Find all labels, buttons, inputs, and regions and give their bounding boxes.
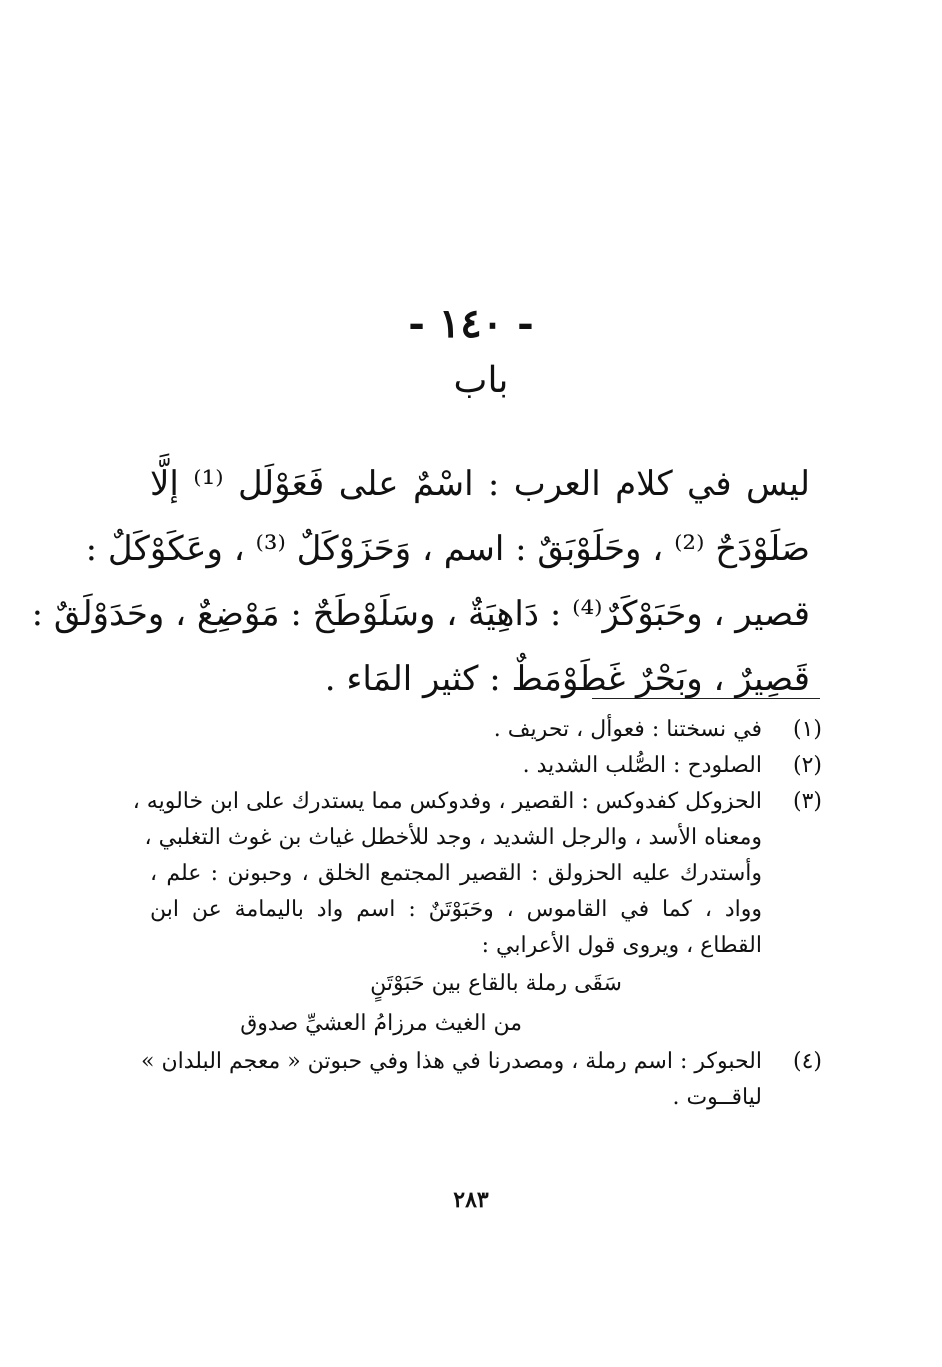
footnote-number: (١): [792, 717, 822, 742]
footnote-number: (٤): [792, 1049, 822, 1074]
main-text-line: قَصِيرٌ ، وبَحْرٌ غَطَوْمَطٌ : كثير المَاء .: [324, 659, 810, 699]
footnote-text-line: الصلودح : الصُّلب الشديد .: [522, 753, 762, 778]
footnote-1: [150, 712, 822, 748]
footnote-text-line: الحبوكر : اسم رملة ، ومصدرنا في هذا وفي حبوتن « معجم البلدان »: [141, 1049, 762, 1074]
footnote-number: (٢): [792, 753, 822, 778]
chapter-number: - ١٤٠ -: [408, 300, 534, 347]
chapter-title: باب: [453, 360, 509, 401]
footnote-text-line: ومعناه الأسد ، والرجل الشديد ، وجد للأخطل غياث بن غوث التغلبي ،: [144, 825, 762, 850]
page-number: ٢٨٣: [453, 1187, 489, 1213]
footnote-text-line: لياقــوت .: [672, 1085, 762, 1110]
verse-line: سَقَى رملة بالقاع بين حَبَوْتَنٍ: [370, 971, 622, 996]
main-text-line: ليس في كلام العرب : اسْمٌ على فَعَوْلَل ⁽¹⁾ إلَّا: [150, 464, 810, 504]
footnote-text-line: في نسختنا : فعوأل ، تحريف .: [493, 717, 762, 742]
footnote-4: [141, 1044, 822, 1116]
footnote-3: [132, 784, 822, 1044]
footnote-number: (٣): [792, 789, 822, 814]
main-text-line: قصير ، وحَبَوْكَرٌ⁽⁴⁾ : دَاهِيَةٌ ، وسَلَوْطَحٌ : مَوْضِعٌ ، وحَدَوْلَقٌ :: [31, 594, 810, 634]
footnote-text-line: الحزوكل كفدوكس : القصير ، وفدوكس مما يستدرك على ابن خالويه ،: [132, 789, 762, 814]
main-paragraph: [31, 452, 810, 712]
footnote-2: [150, 748, 822, 784]
main-text-line: صَلَوْدَحٌ ⁽²⁾ ، وحَلَوْبَقٌ : اسم ، وَحَزَوْكَلٌ ⁽³⁾ ، وعَكَوْكَلٌ :: [85, 529, 810, 569]
footnote-text-line: وواد ، كما في القاموس ، وحَبَوْتَنٌ : اسم واد باليمامة عن ابن: [150, 897, 762, 922]
footnotes-section: [132, 712, 822, 1116]
footnote-text-line: وأستدرك عليه الحزولق : القصير المجتمع الخلق ، وحبونن : علم ،: [150, 861, 762, 886]
footnote-text-line: القطاع ، ويروى قول الأعرابي :: [481, 933, 762, 958]
verse-line: من الغيث مرزامُ العشيِّ صدوق: [240, 1011, 522, 1036]
footnote-divider: [592, 698, 820, 699]
